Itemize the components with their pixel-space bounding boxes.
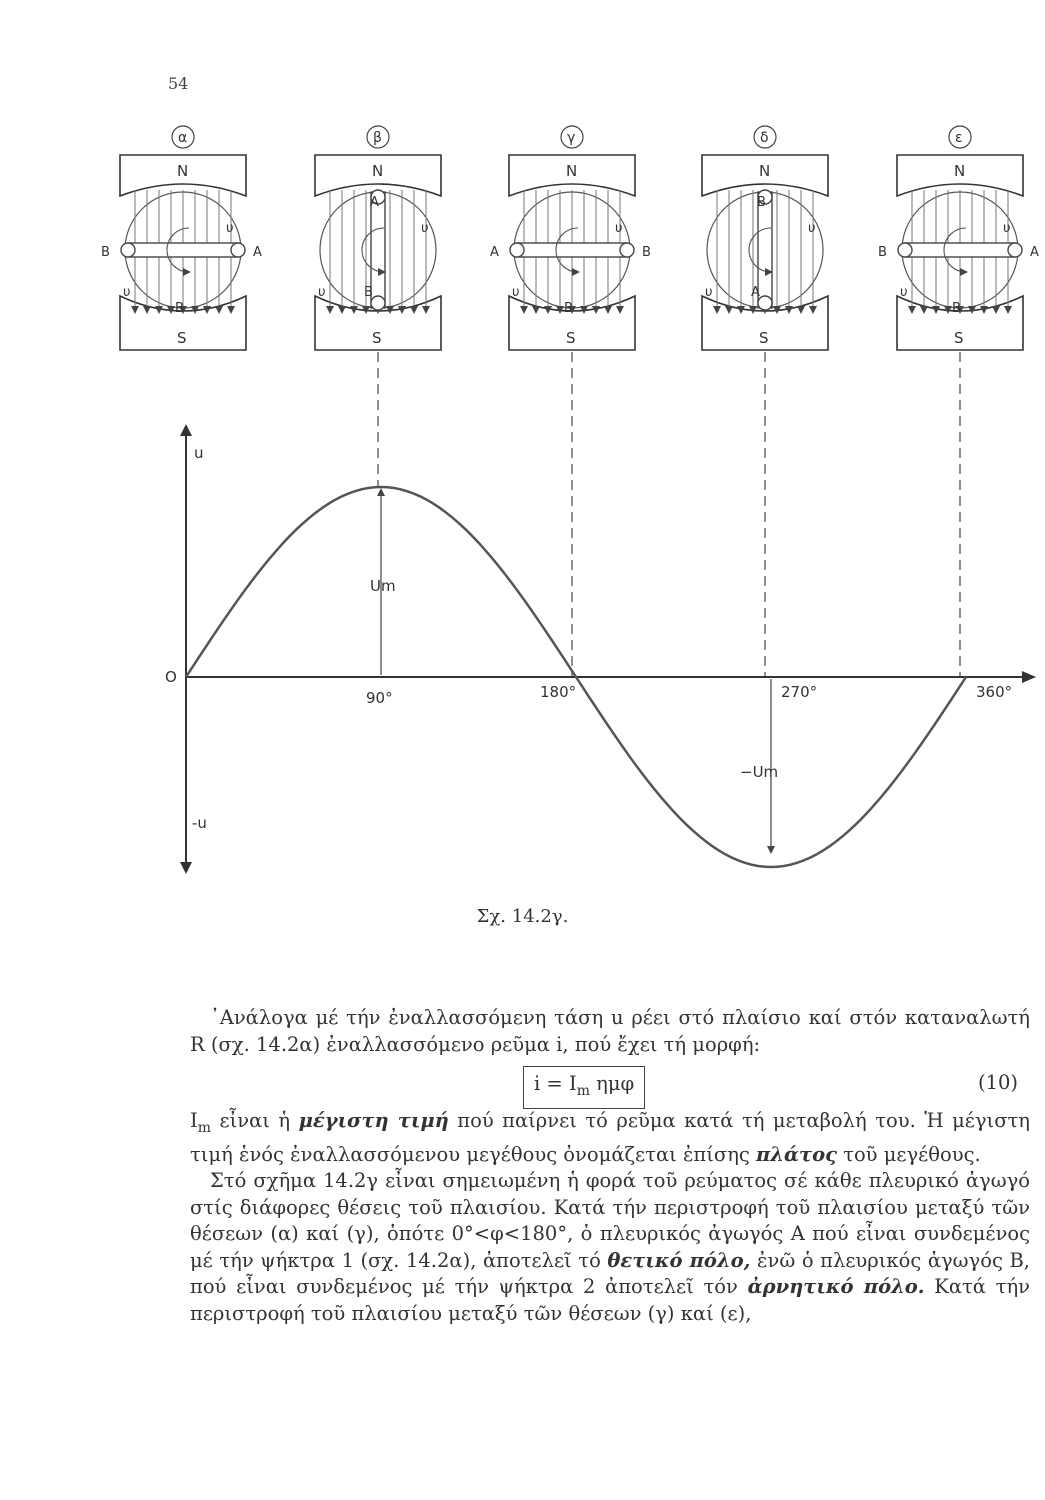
tick-90: 90° bbox=[366, 689, 393, 707]
body-text bbox=[190, 1005, 1030, 1327]
velocity-label: υ bbox=[900, 285, 908, 300]
page-number: 54 bbox=[168, 74, 189, 93]
position-label: γ bbox=[567, 130, 576, 146]
position-label: ε bbox=[955, 130, 963, 146]
conductor bbox=[898, 243, 912, 257]
origin-label: O bbox=[165, 668, 177, 686]
south-label: S bbox=[759, 329, 769, 347]
north-label: N bbox=[566, 162, 578, 180]
velocity-label: υ bbox=[808, 221, 816, 236]
paragraph-2: $I_m$ εἶναι ἡ μέγιστη τιμή πού παίρνει τό ρεῦμα κατά τή μεταβολή του. Ἡ μέγιστη τιμή ἑνός ἐναλλασσόμενου μεγέθους ὀνομάζεται ἐπίσης πλάτος τοῦ μεγέθους. bbox=[190, 1109, 1030, 1166]
tick-360: 360° bbox=[976, 683, 1013, 701]
velocity-label: υ bbox=[512, 285, 520, 300]
figure-caption: Σχ. 14.2γ. bbox=[476, 906, 569, 927]
generator-position-5 bbox=[878, 126, 1039, 350]
inner-label: B bbox=[564, 301, 573, 316]
left-conductor-label: B bbox=[878, 245, 887, 260]
conductor bbox=[1008, 243, 1022, 257]
max-label: Um bbox=[370, 577, 396, 595]
conductor bbox=[231, 243, 245, 257]
velocity-label: υ bbox=[123, 285, 131, 300]
y-axis-arrow-down bbox=[180, 862, 192, 874]
lower-conductor-label: A bbox=[751, 285, 760, 300]
south-label: S bbox=[177, 329, 187, 347]
dashed-guide-lines bbox=[378, 352, 960, 677]
coil bbox=[905, 243, 1015, 257]
left-conductor-label: B bbox=[101, 245, 110, 260]
north-label: N bbox=[954, 162, 966, 180]
coil bbox=[128, 243, 238, 257]
right-conductor-label: A bbox=[253, 245, 262, 260]
generator-position-1 bbox=[101, 126, 262, 350]
position-label: α bbox=[178, 130, 188, 146]
generator-positions bbox=[101, 126, 1039, 350]
left-conductor-label: A bbox=[490, 245, 499, 260]
velocity-label: υ bbox=[615, 221, 623, 236]
generator-position-2 bbox=[315, 126, 441, 350]
conductor bbox=[121, 243, 135, 257]
conductor bbox=[620, 243, 634, 257]
velocity-label: υ bbox=[705, 285, 713, 300]
south-label: S bbox=[566, 329, 576, 347]
right-conductor-label: B bbox=[642, 245, 651, 260]
velocity-label: υ bbox=[226, 221, 234, 236]
coil bbox=[517, 243, 627, 257]
velocity-label: υ bbox=[421, 221, 429, 236]
lower-conductor-label: B bbox=[364, 285, 373, 300]
north-label: N bbox=[759, 162, 771, 180]
inner-label: B bbox=[757, 195, 766, 210]
y-axis-arrow-up bbox=[180, 424, 192, 436]
term-negative-pole: ἀρνητικό πόλο. bbox=[747, 1275, 925, 1298]
tick-270: 270° bbox=[781, 683, 818, 701]
formula-row bbox=[190, 1058, 1030, 1108]
velocity-label: υ bbox=[1003, 221, 1011, 236]
position-label: β bbox=[373, 130, 382, 146]
inner-label: B bbox=[175, 301, 184, 316]
generator-position-3 bbox=[490, 126, 651, 350]
south-label: S bbox=[954, 329, 964, 347]
x-axis-arrow bbox=[1022, 671, 1036, 683]
paragraph-3: Στό σχῆμα 14.2γ εἶναι σημειωμένη ἡ φορά τοῦ ρεύματος σέ κάθε πλευρικό ἀγωγό στίς διάφορες θέσεις τοῦ πλαισίου. Κατά τήν περιστροφή τοῦ πλαισίου μεταξύ τῶν θέσεων (α) καί (γ), ὁπότε 0°<φ<180°, ὁ πλευρικός ἀγωγός Α πού εἶναι συνδεμένος μέ τήν ψήκτρα 1 (σχ. 14.2α), ἀποτελεῖ τό θετικό πόλο, ἐνῶ ὁ πλευρικός ἀγωγός Β, πού εἶναι συνδεμένος μέ τήν ψήκτρα 2 ἀποτελεῖ τόν ἀρνητικό πόλο. Κατά τήν περιστροφή τοῦ πλαισίου μεταξύ τῶν θέσεων (γ) καί (ε), bbox=[190, 1169, 1030, 1325]
conductor bbox=[510, 243, 524, 257]
paragraph-1: ᾿Ανάλογα μέ τήν ἐναλλασσόμενη τάση u ρέει στό πλαίσιο καί στόν καταναλωτή R (σχ. 14.2α) ἐναλλασσόμενο ρεῦμα i, πού ἔχει τή μορφή: bbox=[190, 1006, 1030, 1056]
y-label: u bbox=[194, 444, 204, 462]
south-label: S bbox=[372, 329, 382, 347]
term-amplitude: πλάτος bbox=[756, 1142, 837, 1166]
right-conductor-label: A bbox=[1030, 245, 1039, 260]
conductor bbox=[758, 296, 772, 310]
term-positive-pole: θετικό πόλο, bbox=[607, 1248, 751, 1272]
conductor bbox=[371, 296, 385, 310]
inner-label: A bbox=[370, 195, 379, 210]
generator-position-4 bbox=[702, 126, 828, 350]
formula-number: (10) bbox=[977, 1071, 1018, 1094]
sine-graph bbox=[165, 424, 1036, 874]
neg-y-label: -u bbox=[192, 814, 207, 832]
min-label: −Um bbox=[740, 763, 779, 781]
tick-180: 180° bbox=[540, 683, 577, 701]
velocity-label: υ bbox=[318, 285, 326, 300]
position-label: δ bbox=[760, 130, 769, 146]
formula-box: $i = I_m$ ημφ bbox=[523, 1066, 645, 1109]
term-max-value: μέγιστη τιμή bbox=[298, 1109, 449, 1132]
inner-label: B bbox=[952, 301, 961, 316]
north-label: N bbox=[372, 162, 384, 180]
north-label: N bbox=[177, 162, 189, 180]
